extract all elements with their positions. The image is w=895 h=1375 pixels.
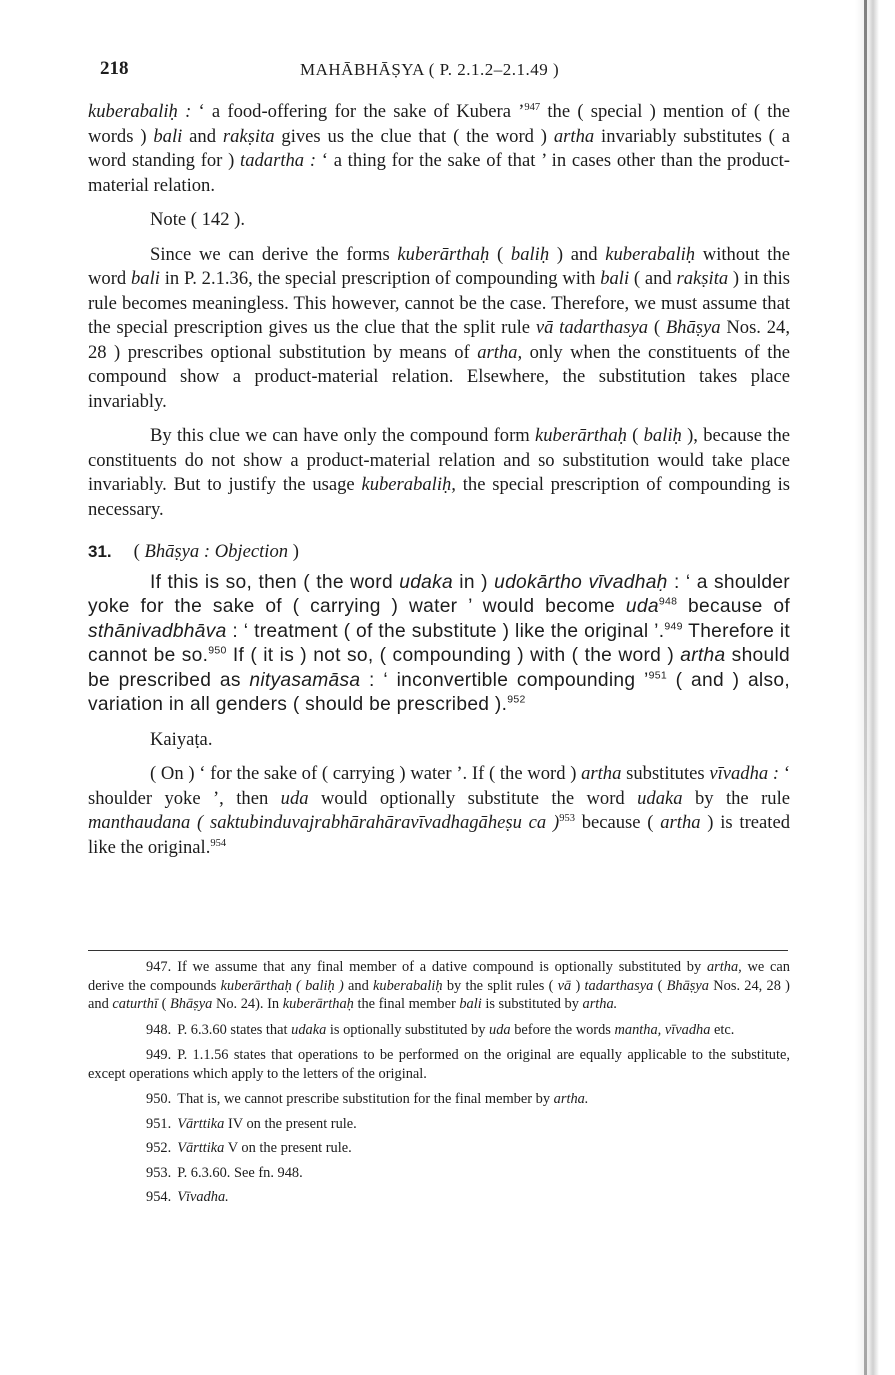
paragraph-note-explanation: Since we can derive the forms kuberārthaḥ ( baliḥ ) and kuberabaliḥ without the word bali in P. 2.1.36, the special prescription of compounding with bali ( and rakṣita ) in this rule becomes meaningless. This however, cannot be the case. Therefore, we must assume that the special prescription gives us the clue that the split rule vā tadarthasya ( Bhāṣya Nos. 24, 28 ) prescribes optional substitution by means of artha, only when the constituents of the compound show a product-material relation. Elsewhere, the substitution takes place invariably. [88,243,791,412]
footnote-ref-953[interactable]: 953 [559,812,575,824]
footnote-ref-948[interactable]: 948 [658,595,678,608]
footnote-953: 953. P. 6.3.60. See fn. 948. [146,1164,303,1181]
section-number: 31. [88,542,112,561]
footnote-ref-949[interactable]: 949 [664,620,683,633]
paragraph-kuberabali: kuberabaliḥ : ‘ a food-offering for the sake of Kubera ’$^{947}$ the ( special ) mention of ( the words ) bali and rakṣita gives us the clue that ( the word ) artha invariably substitutes ( a word standing for ) tadartha : ‘ a thing for the sake of that ’ in cases other than the product-material relation. [88,101,790,196]
footnote-954: 954. Vīvadha. [146,1189,229,1205]
footnote-951: 951. Vārttika IV on the present rule. [146,1115,357,1132]
footnote-949: 949. P. 1.1.56 states that operations to be performed on the original are equally applicable to the substitute, except operations which apply to the letters of the original. [88,1047,790,1082]
section-31-heading: 31. ( Bhāṣya : Objection ) [88,541,299,562]
footnote-ref-947[interactable]: 947 [524,101,541,113]
footnote-ref-950[interactable]: 950 [208,644,227,657]
paragraph-kaiyata: ( On ) ‘ for the sake of ( carrying ) water ’. If ( the word ) artha substitutes vīvadha : ‘ shoulder yoke ’, then uda would optionally substitute the word udaka by the rule manthaudana ( saktubinduvajrabhārahāravīvadhagāheṣu ca )$^{953}$ because ( artha ) is treated like the original.$^{954}$ [88,763,791,858]
footnote-ref-954[interactable]: 954 [210,837,227,849]
kaiyata-heading: Kaiyaṭa. [150,728,213,750]
footnote-950: 950. That is, we cannot prescribe substitution for the final member by artha. [146,1091,589,1107]
note-heading: Note ( 142 ). [150,209,246,230]
footnote-952: 952. Vārttika V on the present rule. [146,1140,352,1156]
main-text [88,100,790,860]
footnote-ref-952[interactable]: 952 [507,693,526,706]
scanned-page-edge-shadow [855,0,895,1375]
page-binding-edge [864,0,867,1375]
page-number: 218 [100,58,129,79]
footnote-947: 947. If we assume that any final member of a dative compound is optionally substituted by artha, we can derive the compounds kuberārthaḥ ( baliḥ ) and kuberabaliḥ by the split rules ( vā ) tadarthasya ( Bhāṣya Nos. 24, 28 ) and caturthī ( Bhāṣya No. 24). In kuberārthaḥ the final member bali is substituted by artha. [88,959,790,1012]
paragraph-clue: By this clue we can have only the compound form kuberārthaḥ ( baliḥ ), because the constituents do not show a product-material relation and so substitution would take place invariably. But to justify the usage kuberabaliḥ, the special prescription of compounding is necessary. [88,425,790,520]
footnote-divider [88,950,788,951]
footnotes [88,958,790,1213]
footnote-ref-951[interactable]: 951 [648,669,668,682]
paragraph-objection: If this is so, then ( the word udaka in ) udokārtho vīvadhaḥ : ‘ a shoulder yoke for the sake of ( carrying ) water ’ would become uda$^{948}$ because of sthānivadbhāva : ‘ treatment ( of the substitute ) like the original ’.$^{949}$ Therefore it cannot be so.$^{950}$ If ( it is ) not so, ( compounding ) with ( the word ) artha should be prescribed as nityasamāsa : ‘ inconvertible compounding ’$^{951}$ ( and ) also, variation in all genders ( should be prescribed ).$^{952}$ [88,571,791,715]
running-title: MAHĀBHĀṢYA ( P. 2.1.2–2.1.49 ) [300,60,560,79]
footnote-948: 948. P. 6.3.60 states that udaka is optionally substituted by uda before the words mantha, vīvadha etc. [146,1021,735,1038]
page-header [88,58,788,86]
